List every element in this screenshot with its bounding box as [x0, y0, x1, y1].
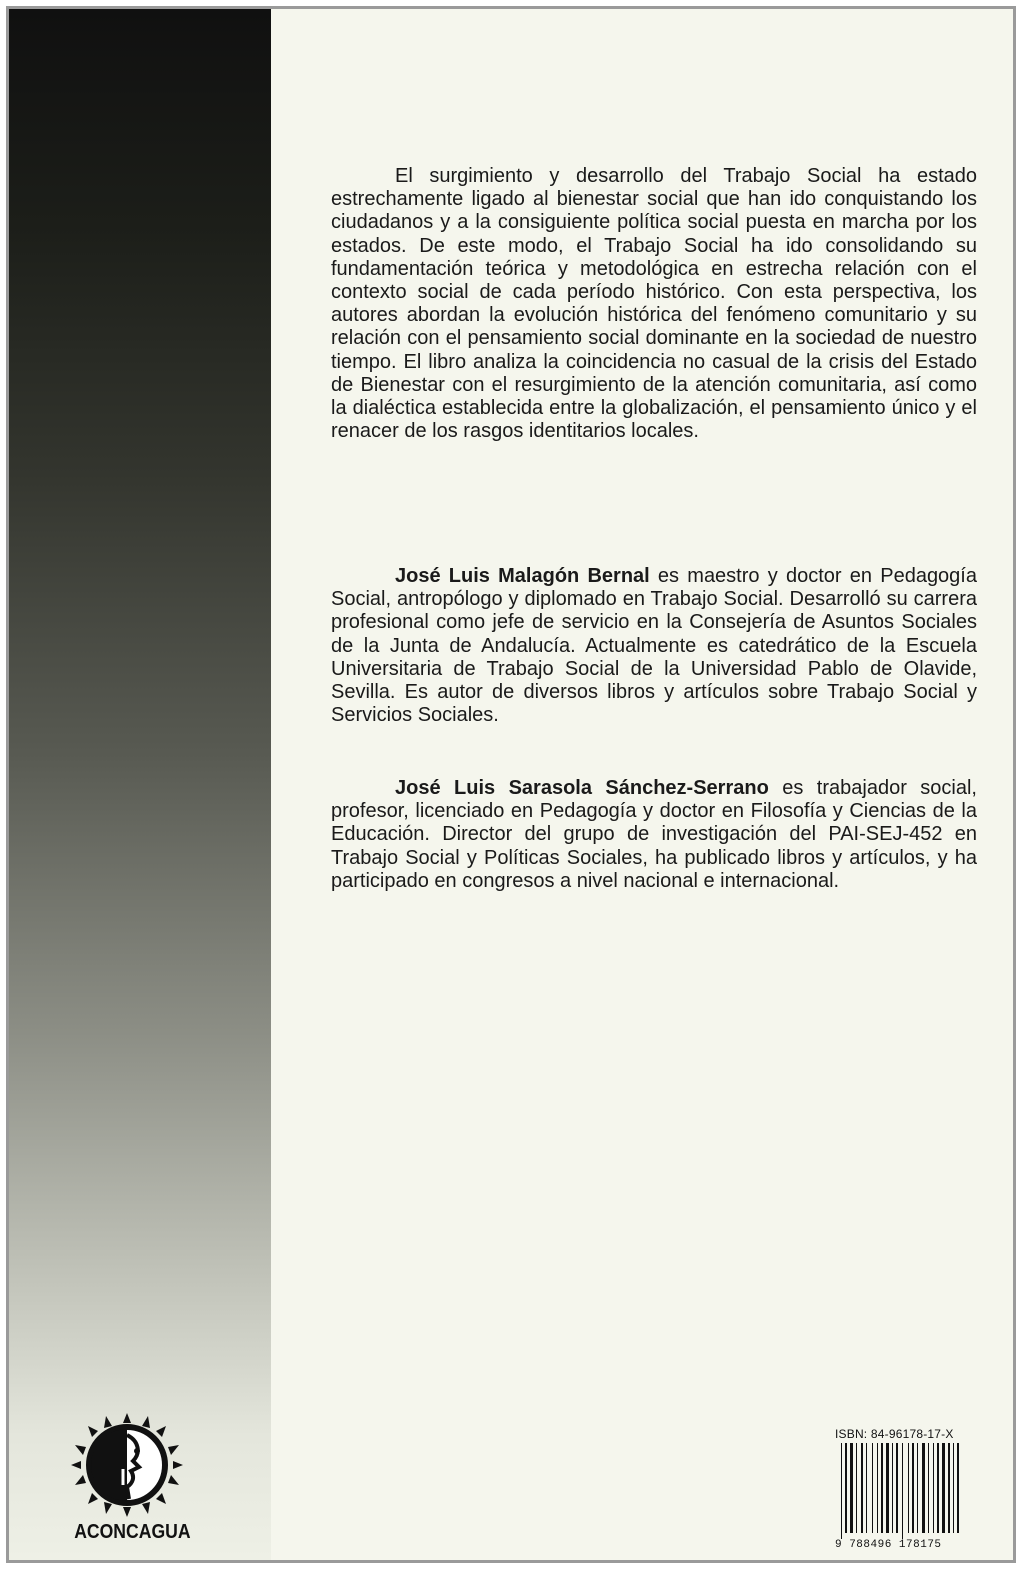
synopsis [331, 165, 977, 443]
back-cover [6, 6, 1016, 1563]
isbn-barcode [835, 1427, 967, 1555]
barcode-bar [877, 1443, 878, 1533]
author-bio-text: es trabajador social, profesor, licenciado en Pedagogía y doctor en Filosofía y Ciencias de la Educación. Director del grupo de investigación del PAI-SEJ-452 en Trabajo Social y Políticas Sociales, ha publicado libros y artículos, y ha participado en congresos a nivel nacional e internacional. [331, 777, 977, 892]
barcode-bar [866, 1443, 867, 1533]
barcode-bar [841, 1443, 842, 1539]
barcode-bar [861, 1443, 863, 1533]
author-name: José Luis Malagón Bernal [395, 565, 650, 587]
author-bio-sarasola [331, 777, 977, 893]
barcode-bar [922, 1443, 925, 1533]
author-name: José Luis Sarasola Sánchez-Serrano [395, 777, 769, 799]
barcode-bar [896, 1443, 898, 1533]
synopsis-paragraph: El surgimiento y desarrollo del Trabajo Social ha estado estrechamente ligado al bienestar social que han ido conquistando los ciudadanos y a la consiguiente política social puesta en marcha por los estados. De este modo, el Trabajo Social ha ido consolidando su fundamentación teórica y metodológica en estrecha relación con el contexto social de cada período histórico. Con esta perspectiva, los autores abordan la evolución histórica del fenómeno comunitario y su relación con el pensamiento social dominante en la sociedad de nuestro tiempo. El libro analiza la coincidencia no casual de la crisis del Estado de Bienestar con el resurgimiento de la atención comunitaria, así como la dialéctica establecida entre la globalización, el pensamiento único y el renacer de los rasgos identitarios locales. [331, 165, 977, 443]
barcode-bar [850, 1443, 853, 1533]
barcode-digits: 9 788496 178175 [835, 1539, 942, 1551]
author-bio-text: es maestro y doctor en Pedagogía Social, antropólogo y diplomado en Trabajo Social. Desarrolló su carrera profesional como jefe de servicio en la Consejería de Asuntos Sociales de la Junta de Andalucía. Actualmente es catedrático de la Escuela Universitaria de Trabajo Social de la Universidad Pablo de Olavide, Sevilla. Es autor de diversos libros y artículos sobre Trabajo Social y Servicios Sociales. [331, 565, 977, 727]
sun-face-logo-icon [67, 1409, 187, 1521]
barcode-bar [917, 1443, 918, 1533]
barcode-bar [881, 1443, 883, 1533]
barcode-bars [835, 1443, 967, 1539]
barcode-bar [937, 1443, 939, 1533]
gradient-band [9, 9, 271, 1560]
barcode-bar [892, 1443, 893, 1533]
barcode-bar [928, 1443, 929, 1533]
publisher-name: ACONCAGUA [74, 1521, 191, 1543]
barcode-bar [908, 1443, 909, 1533]
barcode-bar [886, 1443, 889, 1533]
barcode-bar [948, 1443, 950, 1533]
barcode-bar [933, 1443, 934, 1533]
barcode-bar [942, 1443, 945, 1533]
barcode-bar [953, 1443, 954, 1533]
barcode-bar [957, 1443, 959, 1533]
author-bio-paragraph [331, 777, 977, 893]
barcode-bar [902, 1443, 903, 1539]
barcode-bar [872, 1443, 873, 1533]
barcode-bar [845, 1443, 847, 1533]
author-bio-malagon [331, 565, 977, 727]
barcode-bar [912, 1443, 914, 1533]
isbn-label: ISBN: 84-96178-17-X [835, 1427, 954, 1441]
author-bio-paragraph [331, 565, 977, 727]
publisher-logo [67, 1409, 191, 1561]
barcode-bar [856, 1443, 857, 1533]
